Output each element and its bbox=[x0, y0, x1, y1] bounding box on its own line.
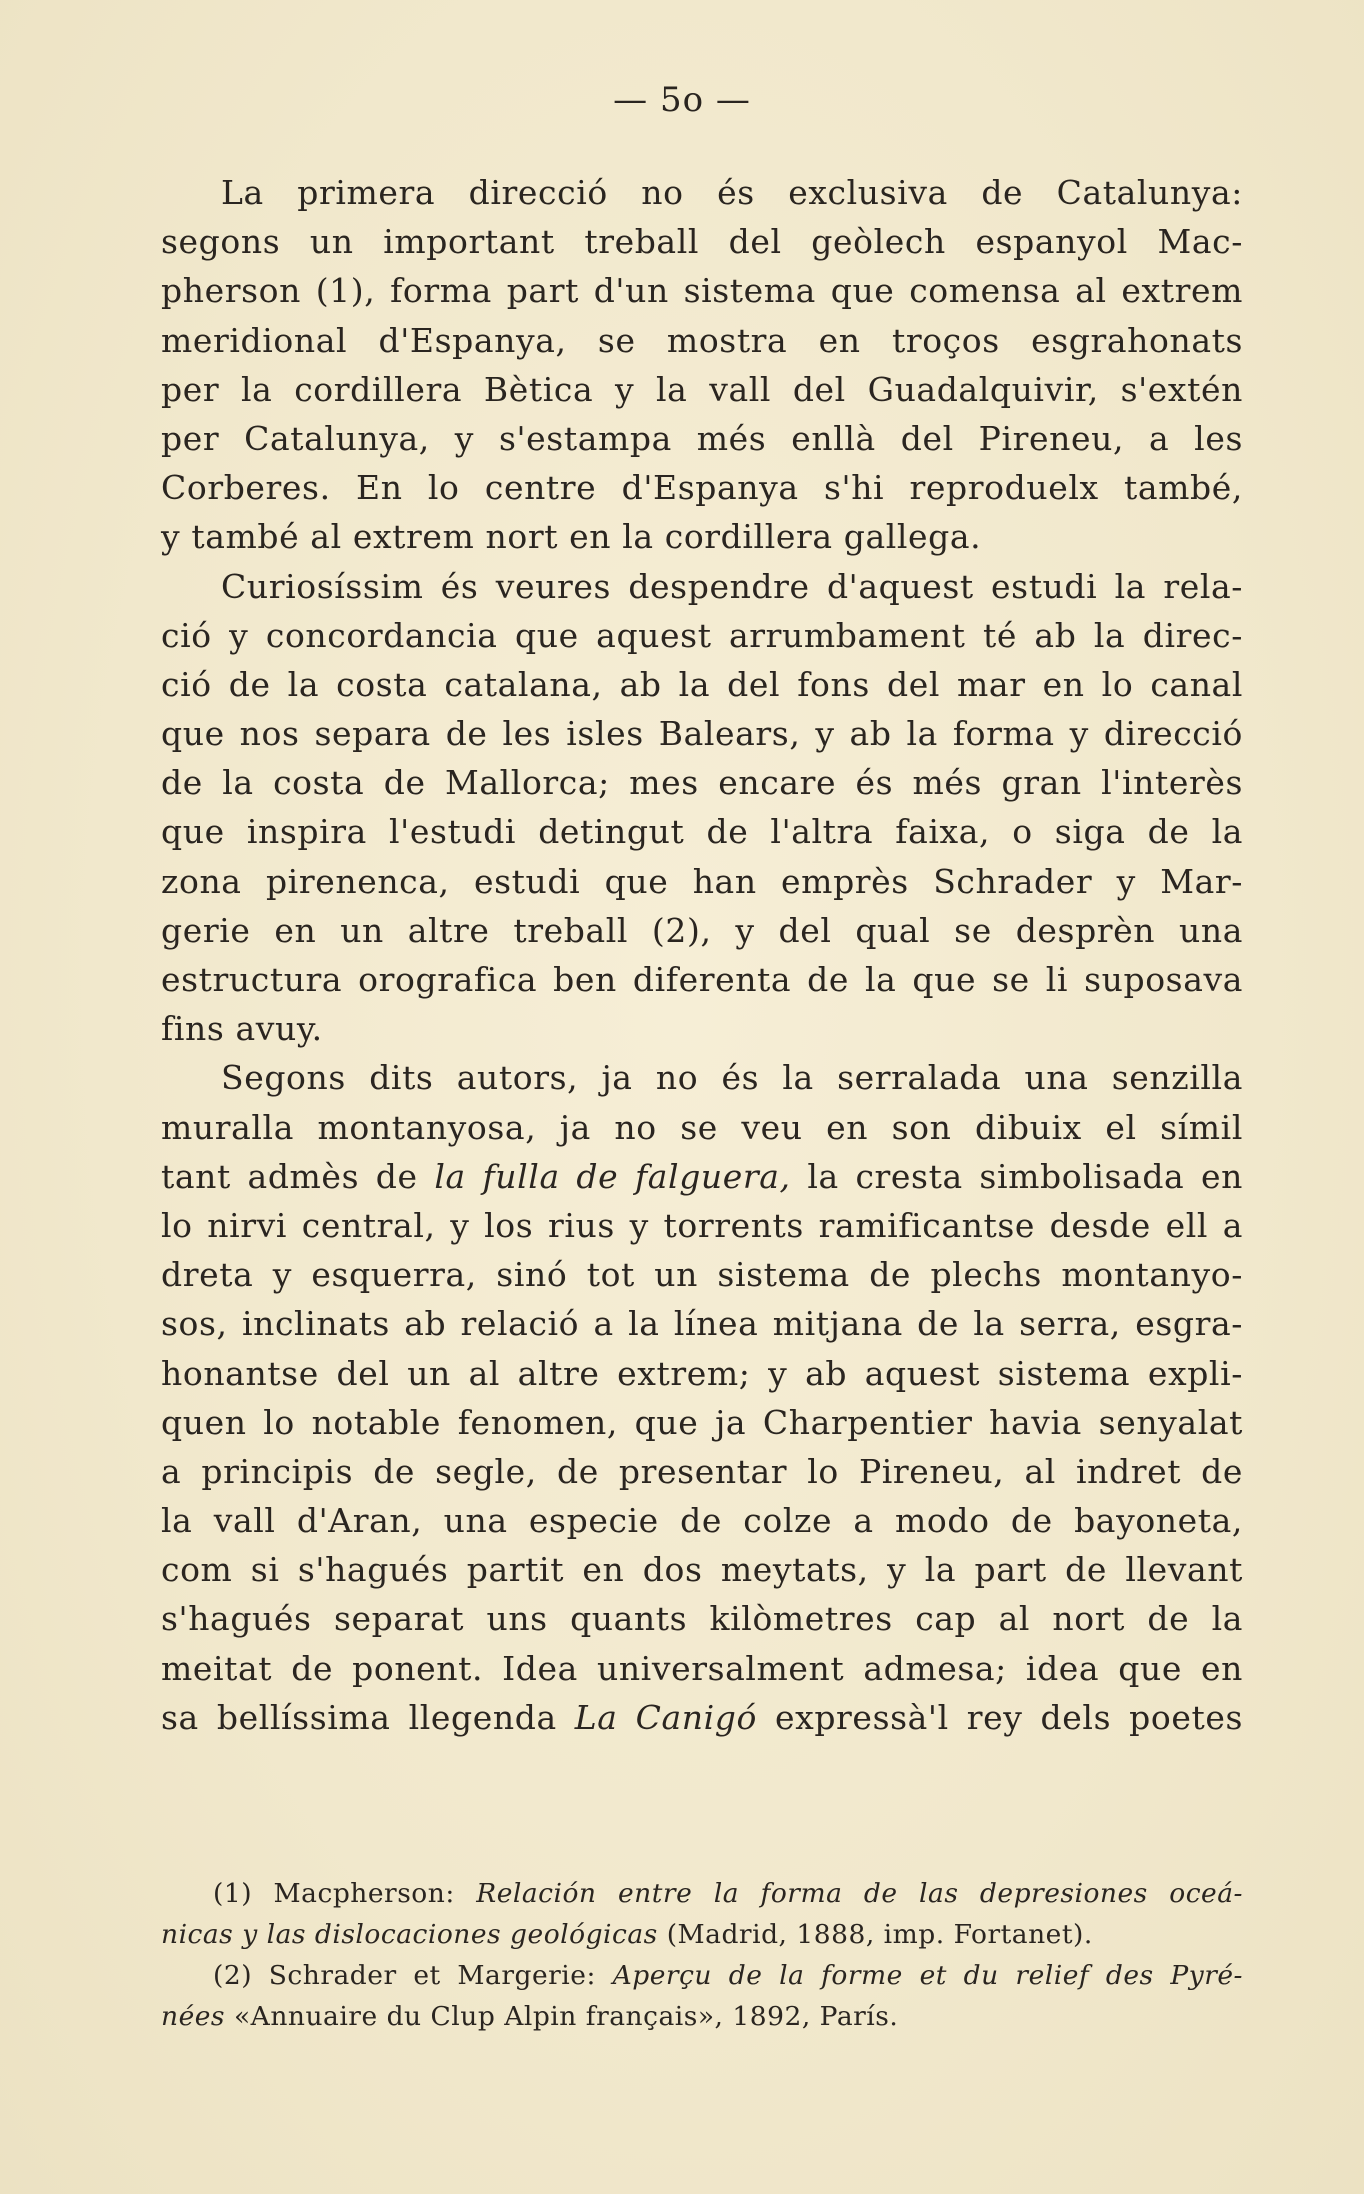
italic-title: Relación entre la forma de las depresiones oceá- bbox=[476, 1878, 1243, 1909]
footnote-2 bbox=[161, 1955, 1243, 2037]
footnote-line: nées «Annuaire du Clup Alpin français», 1892, París. bbox=[161, 2001, 899, 2032]
text-line: sos, inclinats ab relació a la línea mitjana de la serra, esgra- bbox=[161, 1304, 1243, 1344]
paragraph bbox=[161, 1053, 1243, 1742]
paragraph bbox=[161, 168, 1243, 562]
footnote-line: nicas y las dislocaciones geológicas (Madrid, 1888, imp. Fortanet). bbox=[161, 1919, 1093, 1950]
text-line: tant admès de la fulla de falguera, la cresta simbolisada en bbox=[161, 1156, 1243, 1196]
text-line: segons un important treball del geòlech espanyol Mac- bbox=[161, 222, 1243, 262]
footnote-line: (2) Schrader et Margerie: Aperçu de la forme et du relief des Pyré- bbox=[213, 1960, 1243, 1991]
text-line: la vall d'Aran, una especie de colze a modo de bayoneta, bbox=[161, 1501, 1243, 1541]
page-number: — 5o — bbox=[613, 80, 751, 120]
text-line: ció de la costa catalana, ab la del fons del mar en lo canal bbox=[161, 664, 1243, 704]
text-line: lo nirvi central, y los rius y torrents ramificantse desde ell a bbox=[161, 1205, 1243, 1245]
text-line: per la cordillera Bètica y la vall del Guadalquivir, s'extén bbox=[161, 369, 1243, 409]
text-line: que inspira l'estudi detingut de l'altra faixa, o siga de la bbox=[161, 812, 1243, 852]
text-line: honantse del un al altre extrem; y ab aquest sistema expli- bbox=[161, 1353, 1243, 1393]
text-line: de la costa de Mallorca; mes encare és més gran l'interès bbox=[161, 763, 1243, 803]
text-line: meridional d'Espanya, se mostra en troços esgrahonats bbox=[161, 320, 1243, 360]
text-line: y també al extrem nort en la cordillera gallega. bbox=[161, 517, 982, 557]
text-line: ció y concordancia que aquest arrumbament té ab la direc- bbox=[161, 615, 1243, 655]
text-line: s'hagués separat uns quants kilòmetres cap al nort de la bbox=[161, 1599, 1243, 1639]
italic-title: La Canigó bbox=[574, 1697, 757, 1737]
italic-title: nées bbox=[161, 2001, 226, 2032]
text-line: quen lo notable fenomen, que ja Charpentier havia senyalat bbox=[161, 1402, 1243, 1442]
footnote-1 bbox=[161, 1873, 1243, 1955]
text-line: dreta y esquerra, sinó tot un sistema de plechs montanyo- bbox=[161, 1255, 1243, 1295]
text-line: que nos separa de les isles Balears, y ab la forma y direcció bbox=[161, 714, 1243, 754]
paragraph bbox=[161, 562, 1243, 1054]
italic-title: nicas y las dislocaciones geológicas bbox=[161, 1919, 658, 1950]
text-line: com si s'hagués partit en dos meytats, y la part de llevant bbox=[161, 1550, 1243, 1590]
text-line: Segons dits autors, ja no és la serralada una senzilla bbox=[221, 1058, 1243, 1098]
footnote-line: (1) Macpherson: Relación entre la forma de las depresiones oceá- bbox=[213, 1878, 1243, 1909]
text-line: gerie en un altre treball (2), y del qual se desprèn una bbox=[161, 910, 1243, 950]
text-line: muralla montanyosa, ja no se veu en son dibuix el símil bbox=[161, 1107, 1243, 1147]
text-line: estructura orografica ben diferenta de la que se li suposava bbox=[161, 960, 1243, 999]
text-line: Corberes. En lo centre d'Espanya s'hi reproduelx també, bbox=[161, 468, 1243, 508]
italic-phrase: la fulla de falguera, bbox=[434, 1156, 791, 1196]
text-line: Curiosíssim és veures despendre d'aquest estudi la rela- bbox=[221, 566, 1243, 606]
text-line: per Catalunya, y s'estampa més enllà del Pireneu, a les bbox=[161, 418, 1243, 458]
text-line: zona pirenenca, estudi que han emprès Schrader y Mar- bbox=[161, 861, 1243, 901]
text-line: fins avuy. bbox=[161, 1009, 323, 1049]
footnotes bbox=[161, 1873, 1243, 2037]
text-line: meitat de ponent. Idea universalment admesa; idea que en bbox=[161, 1648, 1243, 1688]
body-text bbox=[161, 168, 1243, 1742]
text-line: pherson (1), forma part d'un sistema que comensa al extrem bbox=[161, 271, 1243, 311]
text-line: a principis de segle, de presentar lo Pireneu, al indret de bbox=[161, 1451, 1243, 1491]
text-line: sa bellíssima llegenda La Canigó expressà'l rey dels poetes bbox=[161, 1697, 1243, 1737]
italic-title: Aperçu de la forme et du relief des Pyré- bbox=[612, 1960, 1243, 1991]
text-line: La primera direcció no és exclusiva de Catalunya: bbox=[221, 173, 1243, 212]
